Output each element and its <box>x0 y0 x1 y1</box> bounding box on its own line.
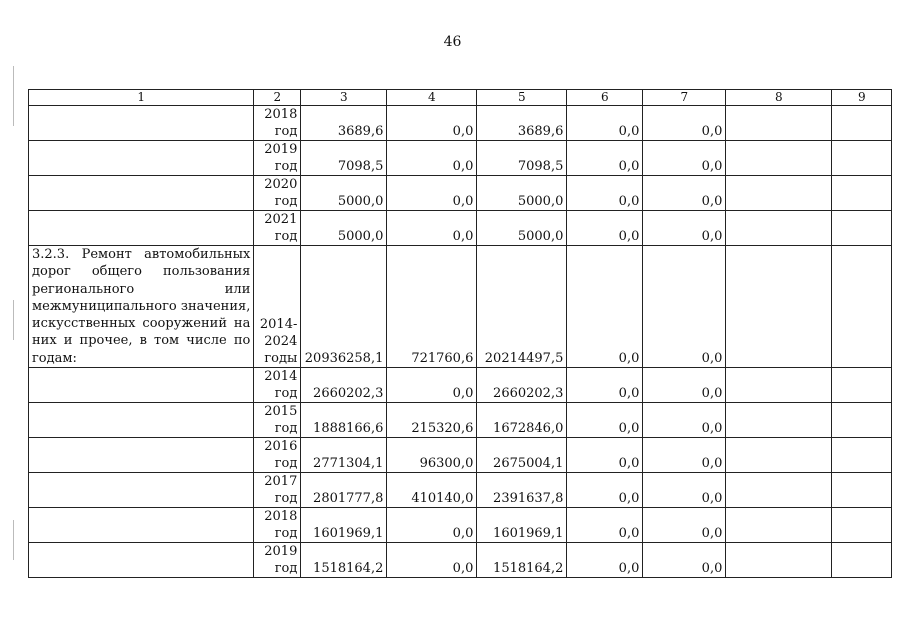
empty-cell <box>726 368 832 403</box>
period-unit: год <box>274 491 298 507</box>
value-col7: 0,0 <box>643 211 726 246</box>
period-unit: год <box>274 386 298 402</box>
period-year: 2020 <box>264 177 298 192</box>
section-row <box>29 246 892 368</box>
header-cell: 1 <box>29 90 254 106</box>
table-row <box>29 508 892 543</box>
period-unit: год <box>274 229 298 244</box>
header-row <box>29 90 892 106</box>
header-cell: 2 <box>254 90 301 106</box>
empty-cell <box>832 438 892 473</box>
value-total: 1518164,2 <box>301 543 387 578</box>
description-cell <box>29 368 254 403</box>
period-year: 2014 <box>264 369 298 385</box>
period-cell <box>254 176 301 211</box>
value-col5: 3689,6 <box>477 106 567 141</box>
description-line: годам: <box>32 350 77 366</box>
period-cell <box>254 106 301 141</box>
empty-cell <box>726 141 832 176</box>
header-cell: 3 <box>301 90 387 106</box>
table-row <box>29 438 892 473</box>
value-col6: 0,0 <box>567 368 643 403</box>
value-total: 3689,6 <box>301 106 387 141</box>
period-line: 2014- <box>259 317 298 333</box>
period-cell <box>254 473 301 508</box>
empty-cell <box>726 176 832 211</box>
value-col6: 0,0 <box>567 246 643 368</box>
value-col4: 0,0 <box>387 141 477 176</box>
value-col7: 0,0 <box>643 508 726 543</box>
value-col5: 1672846,0 <box>477 403 567 438</box>
value-col4: 0,0 <box>387 368 477 403</box>
period-cell <box>254 543 301 578</box>
period-year: 2018 <box>264 107 298 122</box>
value-col5: 5000,0 <box>477 176 567 211</box>
period-cell <box>254 368 301 403</box>
period-year: 2015 <box>264 404 298 420</box>
value-total: 20936258,1 <box>301 246 387 368</box>
value-col4: 410140,0 <box>387 473 477 508</box>
table-row <box>29 141 892 176</box>
value-col6: 0,0 <box>567 438 643 473</box>
value-col4: 0,0 <box>387 543 477 578</box>
description-line: межмуниципального значения, <box>32 298 251 314</box>
empty-cell <box>832 246 892 368</box>
table-row <box>29 473 892 508</box>
description-line: дорог общего пользования <box>32 264 251 280</box>
margin-mark <box>13 66 14 126</box>
table-row <box>29 368 892 403</box>
value-col6: 0,0 <box>567 211 643 246</box>
value-col5: 1601969,1 <box>477 508 567 543</box>
value-col5: 5000,0 <box>477 211 567 246</box>
empty-cell <box>726 211 832 246</box>
period-cell <box>254 141 301 176</box>
table-row <box>29 403 892 438</box>
header-cell: 7 <box>643 90 726 106</box>
description-cell <box>29 508 254 543</box>
value-col4: 0,0 <box>387 211 477 246</box>
period-unit: год <box>274 526 298 542</box>
empty-cell <box>726 403 832 438</box>
table-row <box>29 176 892 211</box>
value-col6: 0,0 <box>567 176 643 211</box>
period-year: 2019 <box>264 544 298 560</box>
table-row <box>29 211 892 246</box>
description-line: регионального или <box>32 281 251 297</box>
value-col4: 215320,6 <box>387 403 477 438</box>
period-unit: год <box>274 561 298 577</box>
description-line: них и прочее, в том числе по <box>32 333 251 349</box>
value-total: 2771304,1 <box>301 438 387 473</box>
period-cell <box>254 403 301 438</box>
value-total: 5000,0 <box>301 211 387 246</box>
period-unit: год <box>274 159 298 174</box>
description-cell <box>29 211 254 246</box>
value-col7: 0,0 <box>643 473 726 508</box>
value-col4: 0,0 <box>387 106 477 141</box>
value-total: 5000,0 <box>301 176 387 211</box>
period-unit: год <box>274 124 298 139</box>
period-unit: год <box>274 421 298 437</box>
empty-cell <box>832 403 892 438</box>
value-col6: 0,0 <box>567 508 643 543</box>
value-total: 7098,5 <box>301 141 387 176</box>
description-cell <box>29 403 254 438</box>
period-unit: год <box>274 456 298 472</box>
description-line: 3.2.3. Ремонт автомобильных <box>32 247 251 262</box>
value-col7: 0,0 <box>643 141 726 176</box>
period-line: годы <box>264 351 298 367</box>
value-col4: 96300,0 <box>387 438 477 473</box>
section-period <box>254 246 301 368</box>
value-col7: 0,0 <box>643 368 726 403</box>
value-col7: 0,0 <box>643 176 726 211</box>
value-col5: 20214497,5 <box>477 246 567 368</box>
value-col4: 0,0 <box>387 508 477 543</box>
empty-cell <box>726 508 832 543</box>
description-cell <box>29 438 254 473</box>
period-year: 2017 <box>264 474 298 490</box>
description-cell <box>29 106 254 141</box>
empty-cell <box>726 438 832 473</box>
description-cell <box>29 473 254 508</box>
description-line: искусственных сооружений на <box>32 316 251 332</box>
period-year: 2016 <box>264 439 298 455</box>
empty-cell <box>726 543 832 578</box>
header-cell: 5 <box>477 90 567 106</box>
value-col5: 2391637,8 <box>477 473 567 508</box>
period-cell <box>254 438 301 473</box>
empty-cell <box>832 141 892 176</box>
empty-cell <box>832 508 892 543</box>
empty-cell <box>832 473 892 508</box>
description-cell <box>29 176 254 211</box>
value-total: 2660202,3 <box>301 368 387 403</box>
value-col6: 0,0 <box>567 543 643 578</box>
value-col7: 0,0 <box>643 403 726 438</box>
page-number: 46 <box>443 34 462 50</box>
period-line: 2024 <box>264 334 298 350</box>
header-cell: 8 <box>726 90 832 106</box>
empty-cell <box>726 106 832 141</box>
header-cell: 4 <box>387 90 477 106</box>
value-col6: 0,0 <box>567 403 643 438</box>
period-unit: год <box>274 194 298 209</box>
empty-cell <box>832 106 892 141</box>
empty-cell <box>832 368 892 403</box>
value-col5: 2660202,3 <box>477 368 567 403</box>
value-col4: 721760,6 <box>387 246 477 368</box>
value-col5: 1518164,2 <box>477 543 567 578</box>
header-cell: 6 <box>567 90 643 106</box>
value-col6: 0,0 <box>567 141 643 176</box>
table-row <box>29 543 892 578</box>
value-col6: 0,0 <box>567 473 643 508</box>
period-year: 2019 <box>264 142 298 157</box>
value-col7: 0,0 <box>643 438 726 473</box>
period-cell <box>254 211 301 246</box>
empty-cell <box>832 211 892 246</box>
value-total: 2801777,8 <box>301 473 387 508</box>
period-year: 2021 <box>264 212 298 227</box>
margin-mark <box>13 520 14 560</box>
value-col6: 0,0 <box>567 106 643 141</box>
header-cell: 9 <box>832 90 892 106</box>
description-cell <box>29 543 254 578</box>
empty-cell <box>726 473 832 508</box>
value-total: 1888166,6 <box>301 403 387 438</box>
budget-table <box>28 89 892 578</box>
empty-cell <box>832 176 892 211</box>
value-col5: 2675004,1 <box>477 438 567 473</box>
description-cell <box>29 141 254 176</box>
table-row <box>29 106 892 141</box>
value-col7: 0,0 <box>643 543 726 578</box>
value-total: 1601969,1 <box>301 508 387 543</box>
period-cell <box>254 508 301 543</box>
empty-cell <box>832 543 892 578</box>
value-col7: 0,0 <box>643 106 726 141</box>
value-col5: 7098,5 <box>477 141 567 176</box>
value-col7: 0,0 <box>643 246 726 368</box>
period-year: 2018 <box>264 509 298 525</box>
section-description <box>29 246 254 368</box>
empty-cell <box>726 246 832 368</box>
value-col4: 0,0 <box>387 176 477 211</box>
margin-mark <box>13 300 14 340</box>
